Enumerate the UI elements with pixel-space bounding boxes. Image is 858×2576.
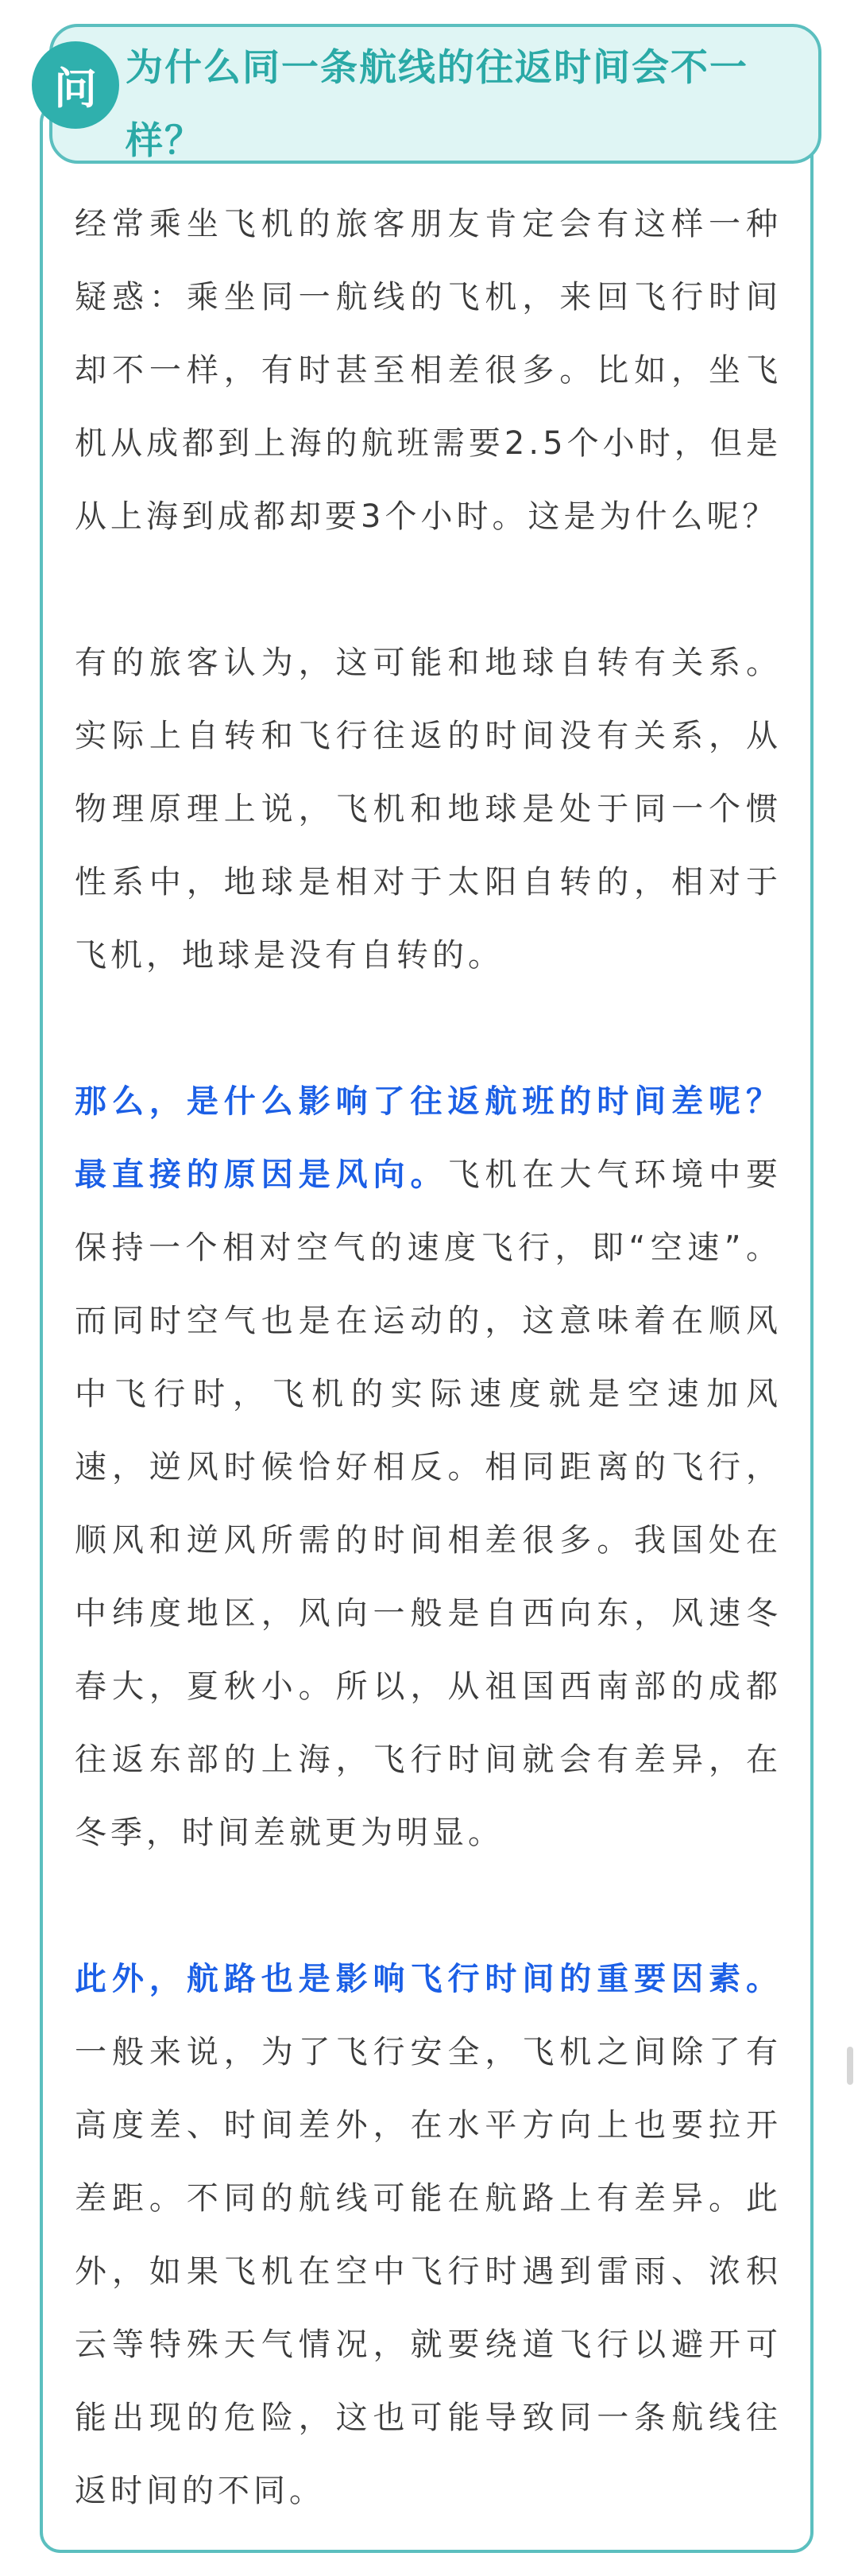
scroll-indicator[interactable] bbox=[847, 2047, 853, 2085]
paragraph-4-text: 一般来说，为了飞行安全，飞机之间除了有高度差、时间差外，在水平方向上也要拉开差距。不同的航线可能在航路上有差异。此外，如果飞机在空中飞行时遇到雷雨、浓积云等特殊天气情况，就要绕道飞行以避开可能出现的危险，这也可能导致同一条航线往返时间的不同。 bbox=[75, 2034, 782, 2509]
paragraph-3-text: 飞机在大气环境中要保持一个相对空气的速度飞行，即“空速”。而同时空气也是在运动的，这意味着在顺风中飞行时，飞机的实际速度就是空速加风速，逆风时候恰好相反。相同距离的飞行，顺风和逆风所需的时间相差很多。我国处在中纬度地区，风向一般是自西向东，风速冬春大，夏秋小。所以，从祖国西南部的成都往返东部的上海，飞行时间就会有差异，在冬季，时间差就更为明显。 bbox=[75, 1156, 783, 1851]
paragraph-4-highlight: 此外，航路也是影响飞行时间的重要因素。 bbox=[75, 1961, 782, 1997]
paragraph-4 bbox=[75, 1943, 782, 2528]
question-badge: 问 bbox=[32, 41, 119, 129]
page-title: 为什么同一条航线的往返时间会不一样？ bbox=[126, 46, 748, 163]
paragraph-3 bbox=[75, 1065, 782, 1869]
paragraph-2: 有的旅客认为，这可能和地球自转有关系。实际上自转和飞行往返的时间没有关系，从物理原理上说，飞机和地球是处于同一个惯性系中，地球是相对于太阳自转的，相对于飞机，地球是没有自转的。 bbox=[75, 645, 782, 974]
paragraph-3-highlight: 那么，是什么影响了往返航班的时间差呢？最直接的原因是风向。 bbox=[75, 1083, 782, 1193]
paragraph-1: 经常乘坐飞机的旅客朋友肯定会有这样一种疑惑：乘坐同一航线的飞机，来回飞行时间却不一样，有时甚至相差很多。比如，坐飞机从成都到上海的航班需要2.5个小时，但是从上海到成都却要3个小时。这是为什么呢？ bbox=[75, 206, 782, 535]
article-body bbox=[75, 188, 782, 2528]
